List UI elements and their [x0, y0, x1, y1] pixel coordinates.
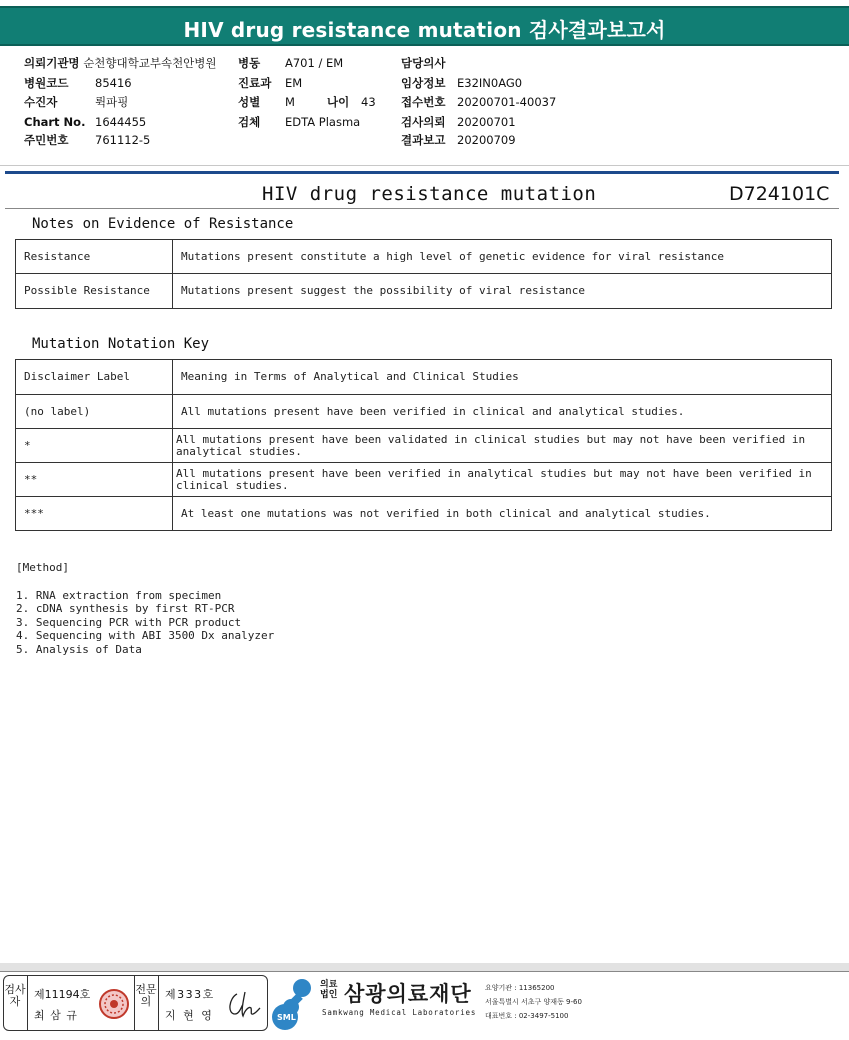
table-row: [16, 395, 832, 429]
org-tel: 대표번호 : 02-3497-5100: [485, 1012, 569, 1020]
org-address: 서울특별시 서초구 양재동 9-60: [485, 998, 582, 1006]
ward-value: A701 / EM: [285, 56, 344, 70]
method-step: 4. Sequencing with ABI 3500 Dx analyzer: [16, 629, 275, 642]
org-english-name: Samkwang Medical Laboratories: [322, 1008, 477, 1017]
specialist-label: 전문의: [135, 983, 157, 1008]
table-row: [16, 240, 832, 274]
notation-label: (no label): [16, 395, 173, 429]
receipt-label: 접수번호: [401, 95, 446, 109]
notation-header-label: Disclaimer Label: [16, 360, 173, 395]
hospital-code-label: 병원코드: [24, 76, 69, 90]
notation-heading: Mutation Notation Key: [32, 336, 210, 352]
patient-label: 수진자: [24, 95, 58, 109]
method-step: 1. RNA extraction from specimen: [16, 588, 222, 602]
method-step: 3. Sequencing PCR with PCR product: [16, 615, 242, 629]
examiner-no: 제11194호: [34, 988, 91, 1001]
report-label: 결과보고: [401, 133, 446, 147]
receipt-value: 20200701-40037: [457, 95, 557, 109]
age-label: 나이: [327, 95, 350, 109]
evidence-label: Possible Resistance: [16, 274, 173, 309]
document-title: HIV drug resistance mutation: [262, 183, 597, 205]
notation-text: All mutations present have been validated in clinical studies but may not have been verified in analytical studies.: [173, 429, 832, 463]
divider: [0, 971, 849, 972]
signature-box: [3, 975, 268, 1031]
examiner-label: 검사자: [4, 983, 26, 1008]
evidence-table: [15, 239, 832, 309]
notation-text: At least one mutations was not verified in both clinical and analytical studies.: [173, 497, 832, 531]
id-value: 761112-5: [95, 133, 151, 147]
specialist-no: 제333호: [165, 988, 215, 1001]
notation-table: [15, 359, 832, 531]
sex-value: M: [285, 95, 295, 109]
clinical-label: 임상정보: [401, 76, 446, 90]
method-section: [16, 561, 274, 656]
evidence-label: Resistance: [16, 240, 173, 274]
specialist-cell: [159, 976, 267, 1030]
clinical-value: E32IN0AG0: [457, 76, 523, 90]
report-value: 20200709: [457, 133, 516, 147]
signature-icon: [223, 988, 263, 1022]
notation-label: *: [16, 429, 173, 463]
title-divider-blue: [5, 171, 839, 174]
notation-label: **: [16, 463, 173, 497]
table-row: [16, 463, 832, 497]
doctor-label: 담당의사: [401, 56, 446, 70]
sml-logo-icon: [270, 976, 318, 1030]
notation-header-text: Meaning in Terms of Analytical and Clinical Studies: [173, 360, 832, 395]
org-code: 요양기관 : 11365200: [485, 984, 555, 992]
examiner-cell: [28, 976, 135, 1030]
method-heading: [Method]: [16, 561, 69, 574]
org-name: 삼광의료재단: [344, 982, 472, 1006]
table-row: [16, 429, 832, 463]
chart-value: 1644455: [95, 115, 147, 129]
notation-text: All mutations present have been verified in analytical studies but may not have been verified in clinical studies.: [173, 463, 832, 497]
evidence-text: Mutations present constitute a high level of genetic evidence for viral resistance: [173, 240, 832, 274]
specialist-label-cell: [135, 976, 159, 1030]
method-step: 5. Analysis of Data: [16, 642, 142, 656]
specimen-label: 검체: [238, 115, 261, 129]
chart-label: Chart No.: [24, 115, 86, 129]
specimen-value: EDTA Plasma: [285, 115, 361, 129]
hospital-code-value: 85416: [95, 76, 132, 90]
report-title: HIV drug resistance mutation 검사결과보고서: [183, 18, 666, 42]
patient-value: 뤽파핑: [95, 95, 129, 109]
request-value: 20200701: [457, 115, 516, 129]
age-value: 43: [361, 95, 376, 109]
divider: [5, 208, 839, 209]
notation-label: ***: [16, 497, 173, 531]
id-label: 주민번호: [24, 133, 69, 147]
notation-text: All mutations present have been verified in clinical and analytical studies.: [173, 395, 832, 429]
specialist-name: 지 현 영: [165, 1009, 214, 1022]
table-row: [16, 360, 832, 395]
dept-label: 진료과: [238, 76, 272, 90]
institution-value: 순천향대학교부속천안병원: [83, 56, 217, 70]
request-label: 검사의뢰: [401, 115, 446, 129]
ward-label: 병동: [238, 56, 261, 70]
sex-label: 성별: [238, 95, 261, 109]
evidence-text: Mutations present suggest the possibility of viral resistance: [173, 274, 832, 309]
org-small-label: 의료법인: [320, 980, 338, 1000]
method-step: 2. cDNA synthesis by first RT-PCR: [16, 602, 235, 615]
dept-value: EM: [285, 76, 303, 90]
divider: [0, 165, 849, 166]
institution-label: 의뢰기관명: [24, 56, 80, 70]
footer-band: [0, 963, 849, 971]
document-code: D724101C: [729, 183, 830, 205]
sml-logo-text: SML: [277, 1013, 296, 1022]
examiner-seal-icon: [98, 988, 130, 1020]
report-title-bar: [0, 6, 849, 46]
examiner-name: 최 삼 규: [34, 1009, 78, 1022]
table-row: [16, 274, 832, 309]
evidence-heading: Notes on Evidence of Resistance: [32, 216, 294, 232]
table-row: [16, 497, 832, 531]
examiner-label-cell: [4, 976, 28, 1030]
